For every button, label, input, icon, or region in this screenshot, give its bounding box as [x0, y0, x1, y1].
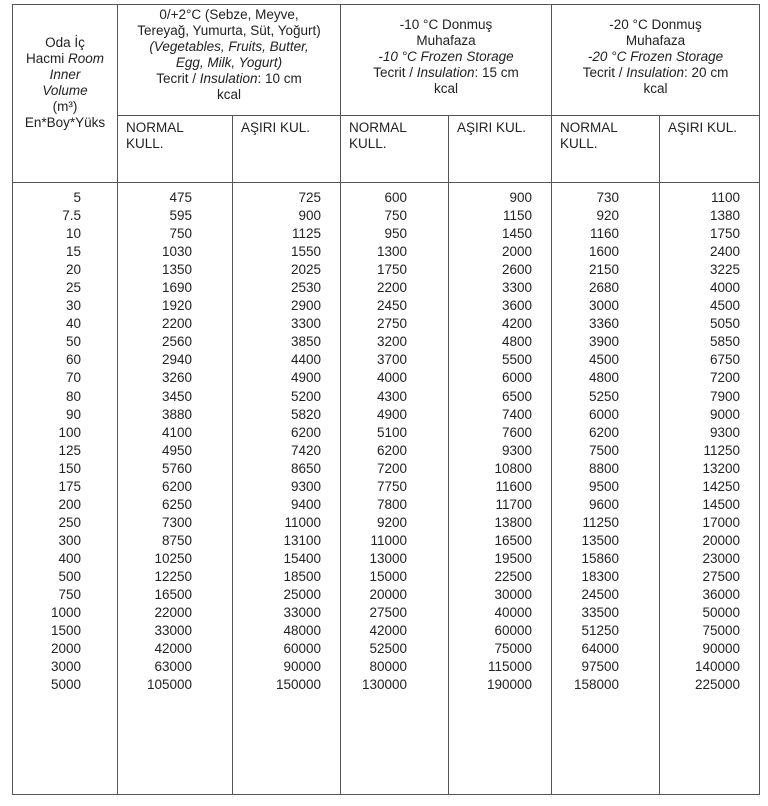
subheader-excess-2: [449, 116, 552, 183]
kcal-value: 7420: [290, 442, 321, 458]
kcal-value: 42000: [154, 641, 192, 657]
group0-line1: 0/+2°C (Sebze, Meyve,: [159, 7, 299, 22]
kcal-value: 4900: [290, 370, 321, 386]
group0-line4: Egg, Milk, Yogurt): [175, 55, 283, 70]
excess-minus10-column-cell: [449, 183, 552, 795]
kcal-value: 2000: [501, 244, 533, 260]
volume-value: 2000: [50, 641, 81, 657]
kcal-value: 4300: [376, 388, 407, 404]
kcal-value: 30000: [494, 587, 533, 603]
group-header-minus10: [341, 5, 552, 116]
kcal-value: 6000: [501, 370, 533, 386]
excess-0-2c-column-cell: [233, 183, 341, 795]
group1-unit: kcal: [434, 81, 459, 96]
kcal-value: 2900: [290, 298, 321, 314]
volume-value: 175: [58, 478, 81, 494]
volume-header-dims: En*Boy*Yüks: [24, 115, 106, 130]
volume-header-line1: Oda İç: [45, 35, 85, 50]
kcal-value: 12250: [154, 568, 192, 584]
kcal-value: 4900: [376, 406, 407, 422]
volume-value: 25: [65, 280, 81, 296]
kcal-value: 9200: [376, 514, 407, 530]
kcal-value: 920: [596, 208, 620, 224]
volume-value: 90: [65, 406, 81, 422]
kcal-value: 2750: [376, 316, 407, 332]
kcal-value: 18500: [283, 568, 321, 584]
volume-value: 15: [65, 244, 81, 260]
kcal-value: 5820: [290, 406, 321, 422]
subheader-normal-2: [341, 116, 449, 183]
volume-value: 400: [58, 550, 81, 566]
volume-header: [13, 5, 118, 183]
kcal-value: 5850: [709, 334, 741, 350]
kcal-value: 7900: [709, 388, 741, 404]
kcal-value: 3260: [161, 370, 192, 386]
kcal-value: 27500: [702, 568, 741, 584]
kcal-value: 3300: [501, 280, 533, 296]
excess-label: AŞIRI KUL.: [241, 120, 311, 135]
kcal-value: 7800: [376, 496, 407, 512]
kcal-value: 20000: [702, 532, 741, 548]
kcal-value: 225000: [694, 677, 741, 693]
kcal-value: 2200: [161, 316, 192, 332]
kcal-value: 27500: [369, 605, 407, 621]
excess-minus20-column: [660, 189, 759, 694]
kcal-value: 1030: [161, 244, 192, 260]
subheader-excess-1: [233, 116, 341, 183]
kcal-value: 4000: [376, 370, 407, 386]
normal-minus10-column-cell: [341, 183, 449, 795]
kcal-value: 33000: [154, 623, 192, 639]
kcal-value: 2200: [376, 280, 407, 296]
volume-value: 30: [65, 298, 81, 314]
group0-insulation: Tecrit / Insulation: 10 cm: [156, 71, 302, 86]
volume-value: 60: [65, 352, 81, 368]
volume-value: 7.5: [62, 208, 81, 224]
volume-header-unit: (m³): [52, 99, 78, 114]
data-body-row: [13, 183, 760, 795]
group2-line2: Muhafaza: [625, 33, 686, 48]
kcal-value: 4000: [709, 280, 741, 296]
kcal-value: 3900: [588, 334, 620, 350]
kcal-value: 4950: [161, 442, 192, 458]
kcal-value: 3200: [376, 334, 407, 350]
volume-value: 750: [58, 587, 81, 603]
volume-value: 50: [65, 334, 81, 350]
cooling-load-table-container: [12, 4, 759, 795]
kcal-value: 730: [596, 190, 620, 205]
group2-line1: -20 °C Donmuş: [609, 17, 702, 32]
kcal-value: 5200: [290, 388, 321, 404]
kcal-value: 2450: [376, 298, 407, 314]
kcal-value: 5500: [501, 352, 533, 368]
normal-0-2c-column-cell: [118, 183, 233, 795]
kcal-value: 8750: [161, 532, 192, 548]
kcal-value: 2940: [161, 352, 192, 368]
volume-value: 80: [65, 388, 81, 404]
volume-value: 1500: [50, 623, 81, 639]
kcal-value: 9300: [709, 424, 741, 440]
kcal-value: 64000: [581, 641, 620, 657]
kcal-value: 33000: [283, 605, 321, 621]
kcal-value: 1160: [589, 226, 620, 242]
kcal-value: 9300: [501, 442, 533, 458]
kcal-value: 15400: [283, 550, 321, 566]
normal-minus20-column: [552, 189, 659, 694]
volume-column: [13, 189, 117, 694]
kcal-value: 7200: [709, 370, 741, 386]
kcal-value: 900: [509, 190, 533, 205]
kcal-value: 6200: [376, 442, 407, 458]
subheader-normal-3: [552, 116, 660, 183]
kcal-value: 950: [384, 226, 407, 242]
kcal-value: 5050: [709, 316, 741, 332]
kull-label: KULL.: [560, 136, 598, 151]
volume-value: 125: [58, 442, 81, 458]
kcal-value: 6200: [290, 424, 321, 440]
normal-label: NORMAL: [126, 120, 184, 135]
kcal-value: 3000: [588, 298, 620, 314]
kcal-value: 2560: [161, 334, 192, 350]
kcal-value: 11250: [582, 514, 620, 530]
subheader-normal-1: [118, 116, 233, 183]
kcal-value: 3300: [290, 316, 321, 332]
kcal-value: 13100: [283, 532, 321, 548]
kcal-value: 50000: [702, 605, 741, 621]
kcal-value: 18300: [581, 568, 620, 584]
kcal-value: 725: [298, 190, 321, 205]
kcal-value: 75000: [702, 623, 741, 639]
kcal-value: 9000: [709, 406, 741, 422]
kcal-value: 600: [384, 190, 407, 205]
group0-line3: (Vegetables, Fruits, Butter,: [149, 39, 309, 54]
volume-value: 500: [58, 568, 81, 584]
kcal-value: 20000: [369, 587, 407, 603]
kcal-value: 22000: [154, 605, 192, 621]
kcal-value: 3360: [588, 316, 620, 332]
kcal-value: 11700: [495, 496, 533, 512]
kcal-value: 4800: [501, 334, 533, 350]
group-header-row: [13, 5, 760, 116]
group2-line3: -20 °C Frozen Storage: [587, 49, 724, 64]
subheader-excess-3: [660, 116, 760, 183]
kcal-value: 60000: [283, 641, 321, 657]
kcal-value: 1750: [376, 262, 407, 278]
kcal-value: 115000: [487, 659, 533, 675]
kcal-value: 3700: [376, 352, 407, 368]
kcal-value: 900: [298, 208, 321, 224]
kcal-value: 2530: [290, 280, 321, 296]
kcal-value: 5250: [588, 388, 620, 404]
kcal-value: 17000: [702, 514, 741, 530]
group1-line1: -10 °C Donmuş: [399, 17, 493, 32]
kcal-value: 10250: [154, 550, 192, 566]
kcal-value: 7500: [588, 442, 620, 458]
kcal-value: 2150: [588, 262, 620, 278]
kcal-value: 2025: [290, 262, 321, 278]
excess-label: AŞIRI KUL.: [457, 120, 527, 135]
volume-value: 20: [65, 262, 81, 278]
volume-header-hacmi: Hacmi: [25, 51, 68, 66]
kull-label: KULL.: [126, 136, 164, 151]
kcal-value: 25000: [283, 587, 321, 603]
kcal-value: 4500: [588, 352, 620, 368]
volume-value: 100: [58, 424, 81, 440]
volume-value: 250: [58, 514, 81, 530]
group-header-0-2c: [118, 5, 341, 116]
volume-header-line2: [13, 51, 117, 67]
kcal-value: 1690: [161, 280, 192, 296]
kcal-value: 6500: [501, 388, 533, 404]
kcal-value: 4200: [501, 316, 533, 332]
kcal-value: 40000: [494, 605, 533, 621]
kcal-value: 1380: [709, 208, 741, 224]
kcal-value: 1920: [161, 298, 192, 314]
kcal-value: 4100: [161, 424, 192, 440]
kcal-value: 595: [169, 208, 192, 224]
kcal-value: 7400: [501, 406, 533, 422]
kcal-value: 475: [169, 190, 192, 205]
kcal-value: 97500: [581, 659, 620, 675]
kcal-value: 13200: [702, 460, 741, 476]
excess-label: AŞIRI KUL.: [668, 120, 738, 135]
kcal-value: 11250: [703, 442, 741, 458]
kull-label: KULL.: [349, 136, 387, 151]
kcal-value: 9500: [588, 478, 620, 494]
excess-minus10-column: [449, 189, 551, 694]
kcal-value: 3600: [501, 298, 533, 314]
kcal-value: 4500: [709, 298, 741, 314]
kcal-value: 2680: [588, 280, 620, 296]
volume-value: 5000: [50, 677, 81, 693]
volume-value: 300: [58, 532, 81, 548]
kcal-value: 13000: [369, 550, 407, 566]
kcal-value: 2600: [501, 262, 533, 278]
kcal-value: 63000: [154, 659, 192, 675]
subheader-row: [13, 116, 760, 183]
kcal-value: 90000: [283, 659, 321, 675]
normal-label: NORMAL: [560, 120, 618, 135]
kcal-value: 3850: [290, 334, 321, 350]
normal-minus10-column: [341, 189, 448, 694]
kcal-value: 60000: [494, 623, 533, 639]
kcal-value: 80000: [369, 659, 407, 675]
kcal-value: 23000: [702, 550, 741, 566]
normal-0-2c-column: [118, 189, 232, 694]
volume-value: 3000: [50, 659, 81, 675]
group2-unit: kcal: [643, 81, 668, 96]
volume-header-line4: Volume: [42, 83, 88, 98]
group1-insulation: Tecrit / Insulation: 15 cm: [373, 65, 519, 80]
kcal-value: 11600: [495, 478, 533, 494]
kcal-value: 51250: [581, 623, 620, 639]
kcal-value: 15860: [581, 550, 620, 566]
kcal-value: 6200: [588, 424, 620, 440]
kcal-value: 22500: [494, 568, 533, 584]
volume-value: 150: [58, 460, 81, 476]
volume-header-room: Room: [68, 51, 105, 66]
kcal-value: 5100: [376, 424, 407, 440]
kcal-value: 13800: [494, 514, 533, 530]
kcal-value: 6250: [161, 496, 192, 512]
kcal-value: 33500: [581, 605, 620, 621]
excess-0-2c-column: [233, 189, 340, 694]
group1-line2: Muhafaza: [416, 33, 476, 48]
kcal-value: 750: [384, 208, 407, 224]
kcal-value: 2400: [709, 244, 741, 260]
group0-line2: Tereyağ, Yumurta, Süt, Yoğurt): [137, 23, 321, 38]
kcal-value: 8800: [588, 460, 620, 476]
kcal-value: 52500: [369, 641, 407, 657]
kcal-value: 130000: [361, 677, 407, 693]
kcal-value: 6750: [709, 352, 741, 368]
kcal-value: 158000: [573, 677, 620, 693]
kcal-value: 3450: [161, 388, 192, 404]
kcal-value: 150000: [275, 677, 321, 693]
normal-minus20-column-cell: [552, 183, 660, 795]
volume-header-line3: Inner: [49, 67, 81, 82]
kcal-value: 140000: [694, 659, 741, 675]
kcal-value: 1750: [709, 226, 741, 242]
kcal-value: 7300: [161, 514, 192, 530]
kcal-value: 4400: [290, 352, 321, 368]
kcal-value: 750: [169, 226, 192, 242]
kcal-value: 11000: [284, 514, 321, 530]
kcal-value: 7200: [376, 460, 407, 476]
kcal-value: 9400: [290, 496, 321, 512]
excess-minus20-column-cell: [660, 183, 760, 795]
kcal-value: 36000: [702, 587, 741, 603]
kcal-value: 75000: [494, 641, 533, 657]
kcal-value: 7600: [501, 424, 533, 440]
kcal-value: 14500: [702, 496, 741, 512]
kcal-value: 10800: [494, 460, 533, 476]
kcal-value: 1125: [291, 226, 321, 242]
volume-value: 200: [58, 496, 81, 512]
kcal-value: 3880: [161, 406, 192, 422]
kcal-value: 190000: [486, 677, 533, 693]
kcal-value: 14250: [702, 478, 741, 494]
kcal-value: 1550: [290, 244, 321, 260]
kcal-value: 8650: [290, 460, 321, 476]
kcal-value: 1150: [502, 208, 533, 224]
kcal-value: 90000: [702, 641, 741, 657]
volume-value: 1000: [50, 605, 81, 621]
kcal-value: 1350: [161, 262, 192, 278]
group0-unit: kcal: [216, 87, 241, 102]
kcal-value: 1600: [588, 244, 620, 260]
normal-label: NORMAL: [349, 120, 407, 135]
kcal-value: 13500: [581, 532, 620, 548]
kcal-value: 105000: [146, 677, 192, 693]
group2-insulation: Tecrit / Insulation: 20 cm: [582, 65, 729, 80]
kcal-value: 7750: [376, 478, 407, 494]
kcal-value: 4800: [588, 370, 620, 386]
kcal-value: 1300: [376, 244, 407, 260]
volume-column-cell: [13, 183, 118, 795]
kcal-value: 9600: [588, 496, 620, 512]
volume-value: 70: [65, 370, 81, 386]
volume-value: 10: [65, 226, 81, 242]
kcal-value: 48000: [283, 623, 321, 639]
kcal-value: 16500: [154, 587, 192, 603]
kcal-value: 6000: [588, 406, 620, 422]
kcal-value: 42000: [369, 623, 407, 639]
kcal-value: 15000: [369, 568, 407, 584]
kcal-value: 5760: [161, 460, 192, 476]
kcal-value: 16500: [494, 532, 533, 548]
kcal-value: 24500: [581, 587, 620, 603]
kcal-value: 6200: [161, 478, 192, 494]
group1-line3: -10 °C Frozen Storage: [378, 49, 514, 64]
volume-value: 40: [65, 316, 81, 332]
group-header-minus20: [552, 5, 760, 116]
volume-value: 5: [73, 190, 81, 205]
kcal-value: 11000: [370, 532, 407, 548]
cooling-load-table: [12, 4, 760, 795]
kcal-value: 3225: [709, 262, 741, 278]
kcal-value: 1450: [501, 226, 533, 242]
kcal-value: 9300: [290, 478, 321, 494]
kcal-value: 1100: [711, 190, 741, 205]
kcal-value: 19500: [494, 550, 533, 566]
